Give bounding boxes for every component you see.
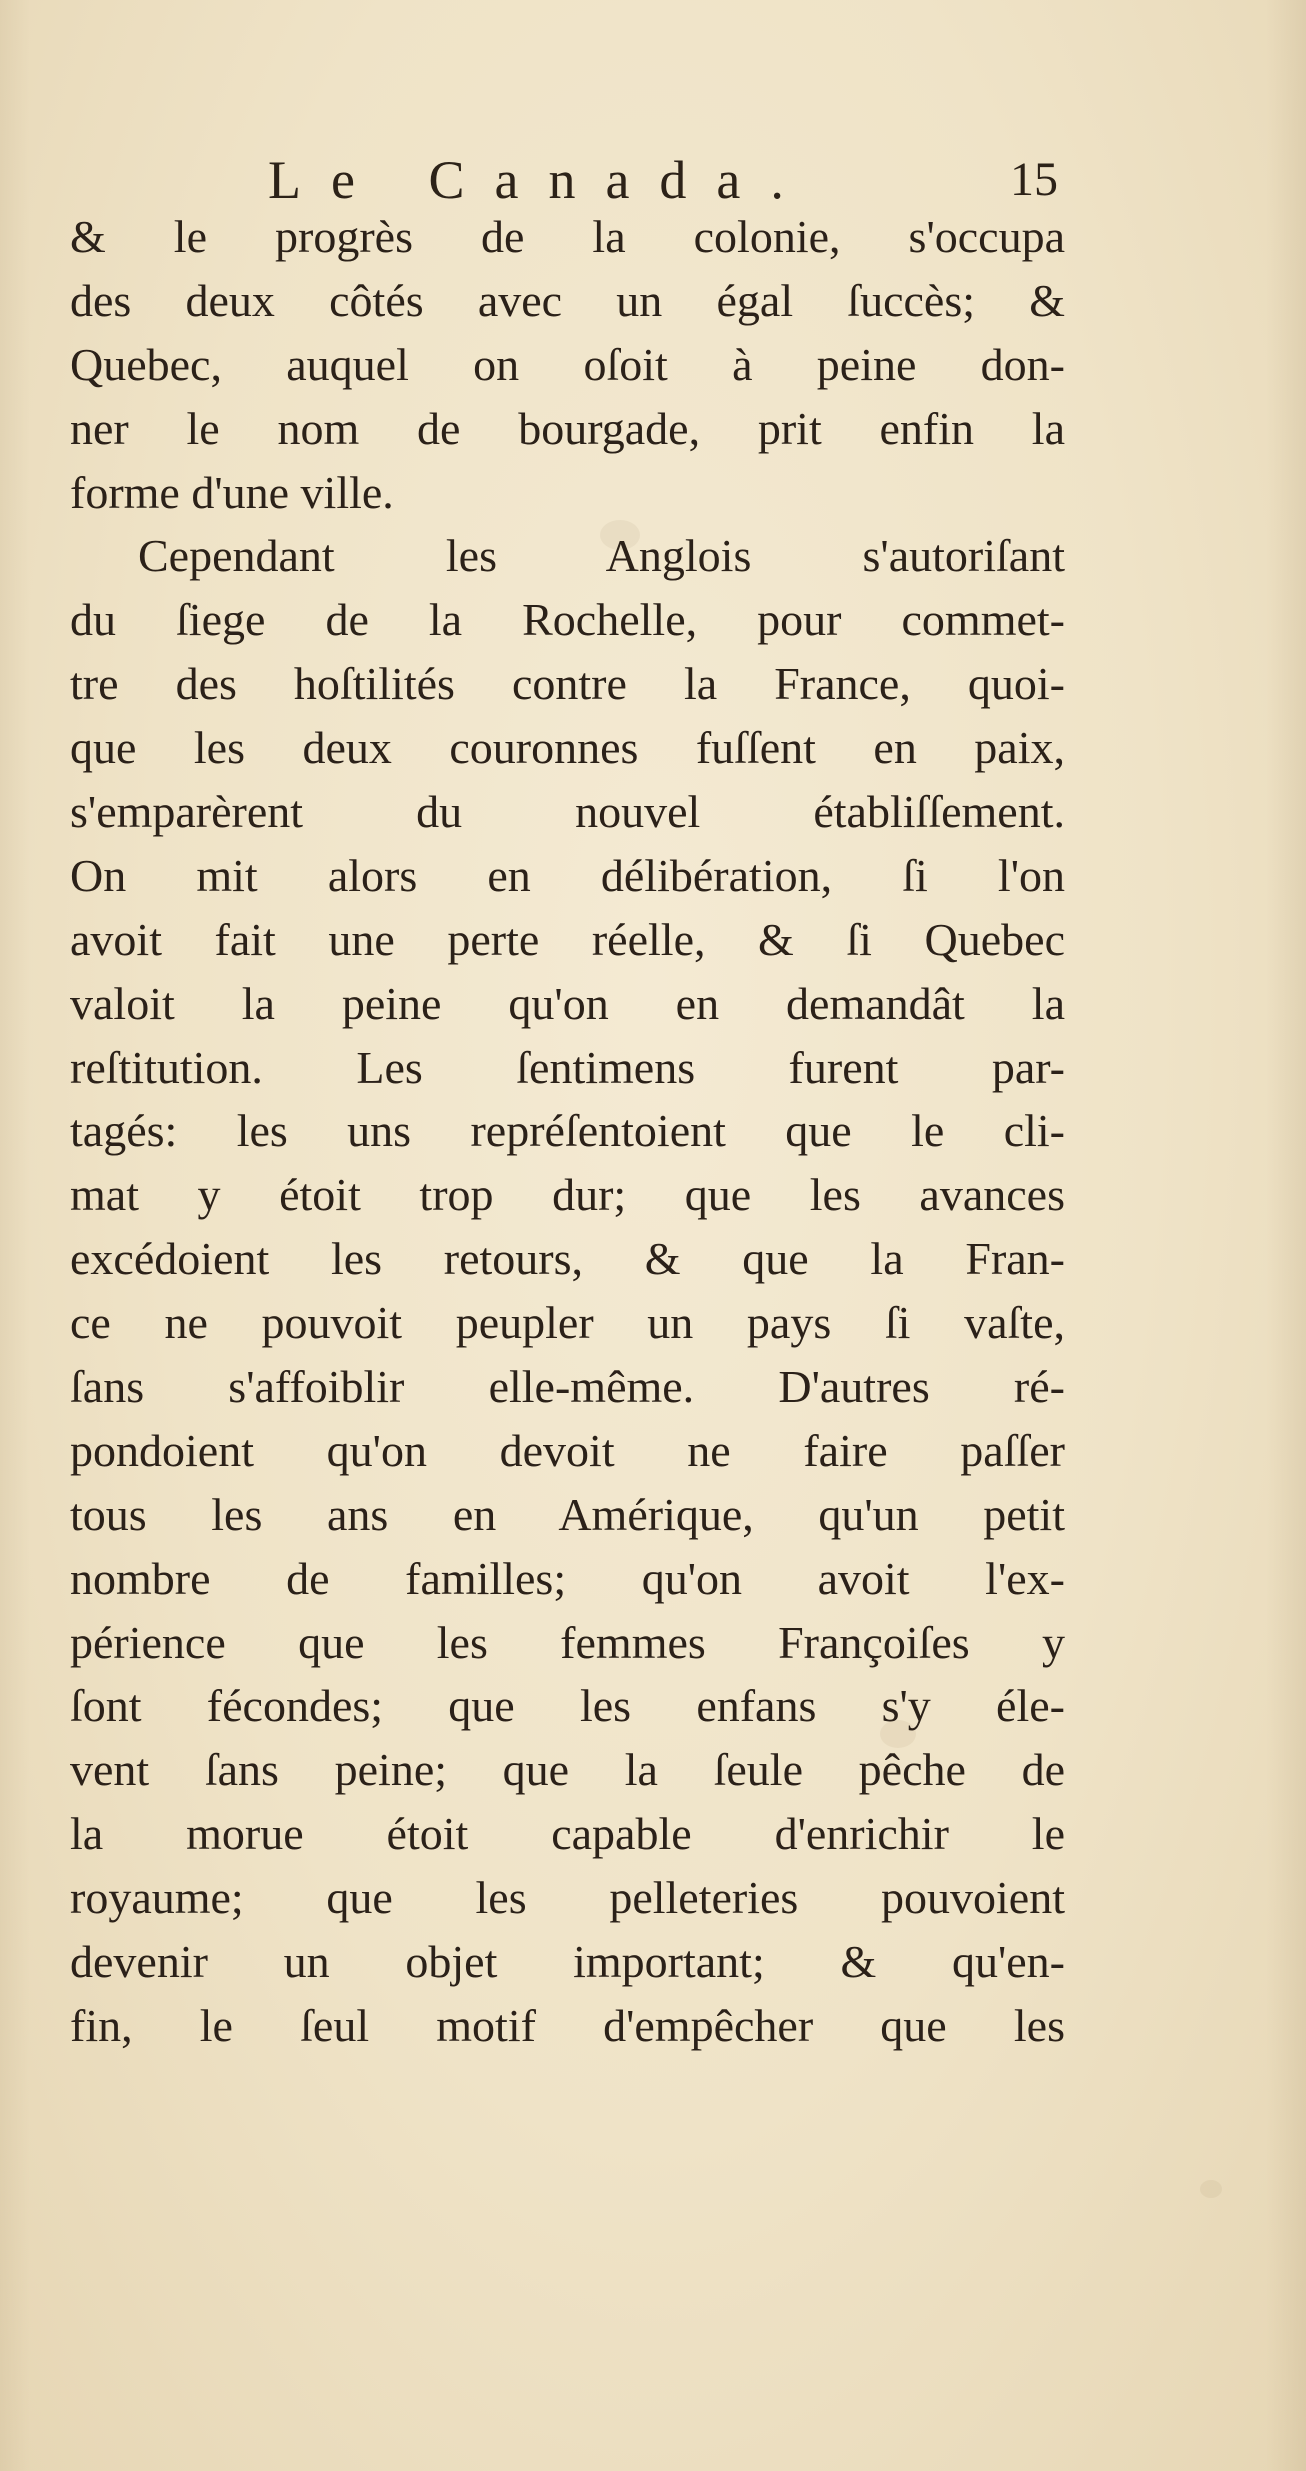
text-line: des deux côtés avec un égal ſuccès; & bbox=[70, 274, 1065, 326]
text-line: Cependant les Anglois s'autoriſant bbox=[138, 530, 1065, 582]
text-line: tre des hoſtilités contre la France, quoi- bbox=[70, 658, 1065, 710]
text-line: que les deux couronnes fuſſent en paix, bbox=[70, 722, 1065, 774]
text-line: périence que les femmes Françoiſes y bbox=[70, 1616, 1065, 1668]
text-line: ſont fécondes; que les enfans s'y éle- bbox=[70, 1680, 1065, 1732]
page-gutter-shadow bbox=[0, 0, 30, 2471]
paper-stain bbox=[1200, 2180, 1222, 2198]
text-line: ner le nom de bourgade, prit enfin la bbox=[70, 402, 1065, 454]
text-line: forme d'une ville. bbox=[70, 466, 394, 518]
text-line: du ſiege de la Rochelle, pour commet- bbox=[70, 594, 1065, 646]
text-line: vent ſans peine; que la ſeule pêche de bbox=[70, 1744, 1065, 1796]
text-line: ſans s'affoiblir elle-même. D'autres ré- bbox=[70, 1361, 1065, 1413]
text-line: devenir un objet important; & qu'en- bbox=[70, 1936, 1065, 1988]
text-line: la morue étoit capable d'enrichir le bbox=[70, 1808, 1065, 1860]
text-line: nombre de familles; qu'on avoit l'ex- bbox=[70, 1552, 1065, 1604]
body-text bbox=[70, 205, 1065, 2058]
text-line: reſtitution. Les ſentimens furent par- bbox=[70, 1041, 1065, 1093]
running-title: Le Canada. bbox=[268, 150, 814, 210]
text-line: tous les ans en Amérique, qu'un petit bbox=[70, 1488, 1065, 1540]
page-edge-shadow bbox=[1266, 0, 1306, 2471]
text-line: avoit fait une perte réelle, & ſi Quebec bbox=[70, 913, 1065, 965]
text-line: mat y étoit trop dur; que les avances bbox=[70, 1169, 1065, 1221]
text-line: excédoient les retours, & que la Fran- bbox=[70, 1233, 1065, 1285]
text-line: royaume; que les pelleteries pouvoient bbox=[70, 1872, 1065, 1924]
text-line: & le progrès de la colonie, s'occupa bbox=[70, 211, 1065, 262]
text-line: ce ne pouvoit peupler un pays ſi vaſte, bbox=[70, 1297, 1065, 1349]
text-line: Quebec, auquel on oſoit à peine don- bbox=[70, 338, 1065, 390]
text-line: fin, le ſeul motif d'empêcher que les bbox=[70, 1999, 1065, 2051]
page-number: 15 bbox=[1010, 153, 1058, 206]
text-line: s'emparèrent du nouvel établiſſement. bbox=[70, 786, 1065, 838]
text-line: On mit alors en délibération, ſi l'on bbox=[70, 849, 1065, 901]
text-line: pondoient qu'on devoit ne faire paſſer bbox=[70, 1424, 1065, 1476]
text-line: tagés: les uns repréſentoient que le cli- bbox=[70, 1105, 1065, 1157]
text-line: valoit la peine qu'on en demandât la bbox=[70, 977, 1065, 1029]
